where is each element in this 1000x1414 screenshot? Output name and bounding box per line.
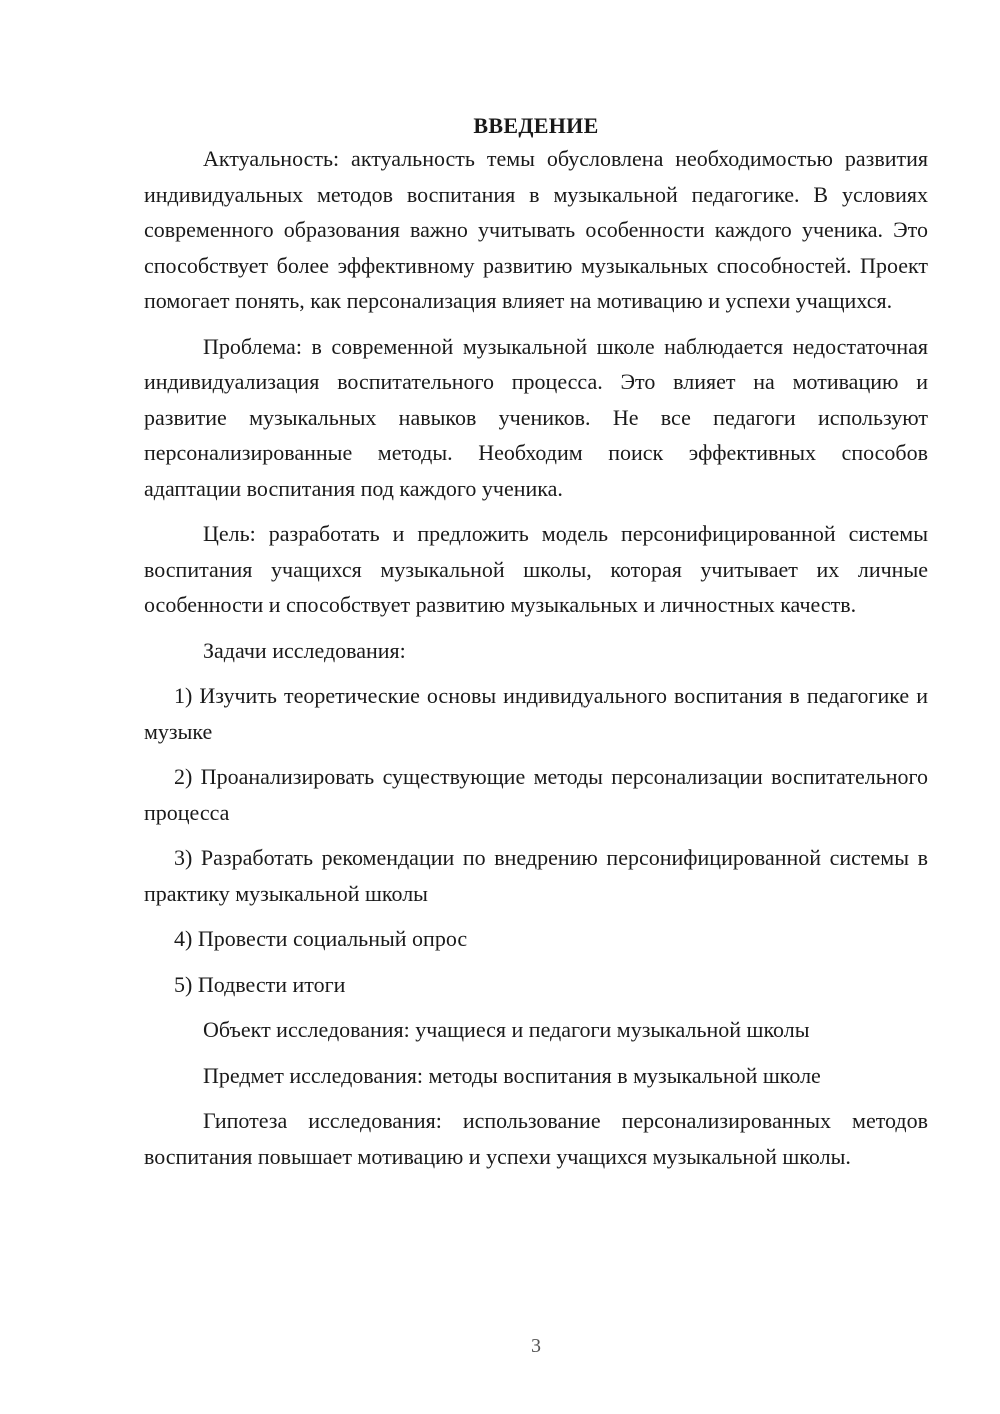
document-body: [144, 141, 928, 1184]
tasks-heading: Задачи исследования:: [203, 637, 406, 663]
page-title: ВВЕДЕНИЕ: [473, 112, 599, 138]
page-number: 3: [531, 1335, 541, 1357]
relevance-paragraph: Актуальность: актуальность темы обусловлена необходимостью развития индивидуальных методов воспитания в музыкальной педагогике. В условиях современного образования важно учитывать особенности каждого ученика. Это способствует более эффективному развитию музыкальных способностей. Проект помогает понять, как персонализация влияет на мотивацию и успехи учащихся.: [144, 146, 928, 313]
task-item-5: 5) Подвести итоги: [174, 971, 346, 997]
research-object: Объект исследования: учащиеся и педагоги музыкальной школы: [203, 1017, 810, 1042]
research-subject: Предмет исследования: методы воспитания в музыкальной школе: [203, 1062, 821, 1088]
research-hypothesis: Гипотеза исследования: использование персонализированных методов воспитания повышает мотивацию и успехи учащихся музыкальной школы.: [144, 1108, 928, 1169]
goal-paragraph: Цель: разработать и предложить модель персонифицированной системы воспитания учащихся музыкальной школы, которая учитывает их личные особенности и способствует развитию музыкальных и личностных качеств.: [144, 521, 928, 617]
problem-paragraph: Проблема: в современной музыкальной школе наблюдается недостаточная индивидуализация воспитательного процесса. Это влияет на мотивацию и развитие музыкальных навыков учеников. Не все педагоги используют персонализированные методы. Необходим поиск эффективных способов адаптации воспитания под каждого ученика.: [144, 333, 928, 501]
task-item-1: 1) Изучить теоретические основы индивидуального воспитания в педагогике и музыке: [144, 683, 928, 744]
task-item-2: 2) Проанализировать существующие методы персонализации воспитательного процесса: [144, 764, 928, 825]
document-page: [144, 0, 928, 1414]
task-item-4: 4) Провести социальный опрос: [174, 926, 468, 951]
task-item-3: 3) Разработать рекомендации по внедрению персонифицированной системы в практику музыкальной школы: [144, 845, 928, 906]
